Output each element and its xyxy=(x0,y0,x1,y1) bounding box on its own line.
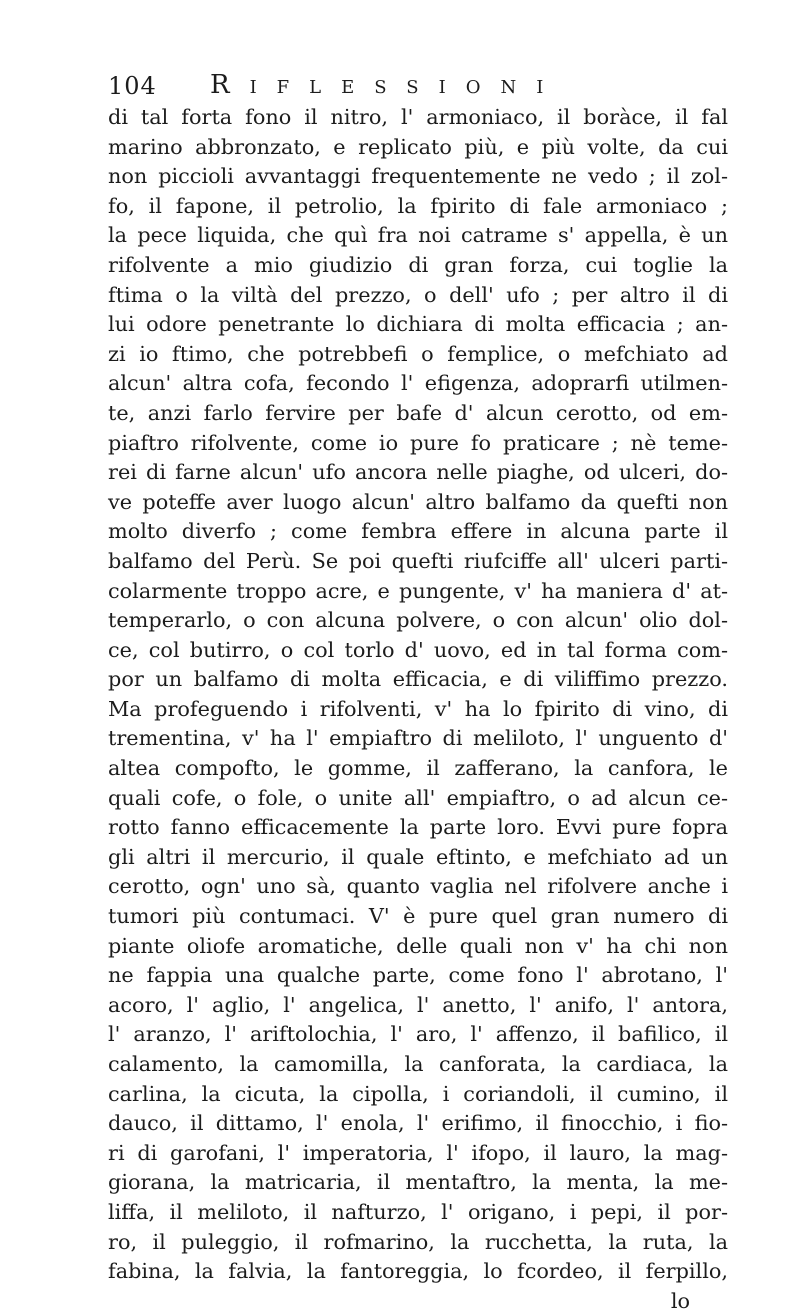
text-line: la pece liquida, che quì fra noi catrame s' appella, è un xyxy=(108,223,728,248)
text-line: colarmente troppo acre, e pungente, v' ha maniera d' at- xyxy=(108,578,728,603)
text-line: Ma profeguendo i rifolventi, v' ha lo fpirito di vino, di xyxy=(108,696,728,721)
text-line: l' aranzo, l' ariftolochia, l' aro, l' affenzo, il bafilico, il xyxy=(108,1022,728,1047)
text-line: zi io ftimo, che potrebbefi o femplice, o mefchiato ad xyxy=(108,341,728,366)
text-line: ne fappia una qualche parte, come fono l' abrotano, l' xyxy=(108,963,728,988)
text-line: liffa, il meliloto, il nafturzo, l' origano, i pepi, il por- xyxy=(108,1199,728,1224)
text-line: rotto fanno efficacemente la parte loro. Evvi pure fopra xyxy=(108,815,728,840)
text-line: piaftro rifolvente, come io pure fo praticare ; nè teme- xyxy=(108,430,728,455)
text-line: ftima o la viltà del prezzo, o dell' ufo ; per altro il di xyxy=(108,282,728,307)
text-line: alcun' altra cofa, fecondo l' efigenza, adoprarfi utilmen- xyxy=(108,371,728,396)
text-line: marino abbronzato, e replicato più, e più volte, da cui xyxy=(108,134,728,159)
text-line: calamento, la camomilla, la canforata, la cardiaca, la xyxy=(108,1052,728,1076)
text-line: molto diverfo ; come fembra effere in alcuna parte il xyxy=(108,519,728,544)
text-line: non piccioli avvantaggi frequentemente ne vedo ; il zol- xyxy=(108,164,728,189)
text-line: rifolvente a mio giudizio di gran forza, cui toglie la xyxy=(108,252,728,277)
text-line: dauco, il dittamo, l' enola, l' erifimo, il finocchio, i fio- xyxy=(108,1111,728,1136)
text-line: gli altri il mercurio, il quale eftinto, e mefchiato ad un xyxy=(108,844,728,869)
text-line: ro, il puleggio, il rofmarino, la rucchetta, la ruta, la xyxy=(108,1229,728,1254)
text-line: carlina, la cicuta, la cipolla, i coriandoli, il cumino, il xyxy=(108,1081,728,1106)
text-line: piante oliofe aromatiche, delle quali non v' ha chi non xyxy=(108,933,728,958)
text-line: ri di garofani, l' imperatoria, l' ifopo, il lauro, la mag- xyxy=(108,1140,728,1165)
text-line: ce, col butirro, o col torlo d' uovo, ed in tal forma com- xyxy=(108,637,728,662)
text-line: trementina, v' ha l' empiaftro di meliloto, l' unguento d' xyxy=(108,726,728,751)
text-line: por un balfamo di molta efficacia, e di viliffimo prezzo. xyxy=(108,667,728,692)
text-line: giorana, la matricaria, il mentaftro, la menta, la me- xyxy=(108,1170,728,1195)
text-line: tumori più contumaci. V' è pure quel gran numero di xyxy=(108,904,728,929)
text-line: acoro, l' aglio, l' angelica, l' anetto, l' anifo, l' antora, xyxy=(108,992,728,1017)
text-line: balfamo del Perù. Se poi quefti riufciffe all' ulceri parti- xyxy=(108,548,728,573)
text-line: temperarlo, o con alcuna polvere, o con alcun' olio dol- xyxy=(108,608,728,633)
text-line: di tal forta fono il nitro, l' armoniaco, il boràce, il fal xyxy=(108,105,728,129)
page-number: 104 xyxy=(108,72,157,100)
text-line: cerotto, ogn' uno sà, quanto vaglia nel rifolvere anche i xyxy=(108,874,728,899)
text-line: altea compofto, le gomme, il zafferano, la canfora, le xyxy=(108,756,728,781)
running-head xyxy=(108,70,718,106)
body-text xyxy=(108,103,728,1316)
text-line: fabina, la falvia, la fantoreggia, lo fcordeo, il ferpillo, xyxy=(108,1259,728,1284)
catchword: lo xyxy=(670,1288,690,1313)
running-title: Riflessioni xyxy=(210,70,564,100)
text-line: te, anzi farlo fervire per bafe d' alcun cerotto, od em- xyxy=(108,400,728,425)
text-line: rei di farne alcun' ufo ancora nelle piaghe, od ulceri, do- xyxy=(108,460,728,485)
text-line: lui odore penetrante lo dichiara di molta efficacia ; an- xyxy=(108,312,728,337)
text-line: fo, il fapone, il petrolio, la fpirito di fale armoniaco ; xyxy=(108,193,728,218)
text-line: quali cofe, o fole, o unite all' empiaftro, o ad alcun ce- xyxy=(108,785,728,810)
text-line: ve poteffe aver luogo alcun' altro balfamo da quefti non xyxy=(108,489,728,514)
